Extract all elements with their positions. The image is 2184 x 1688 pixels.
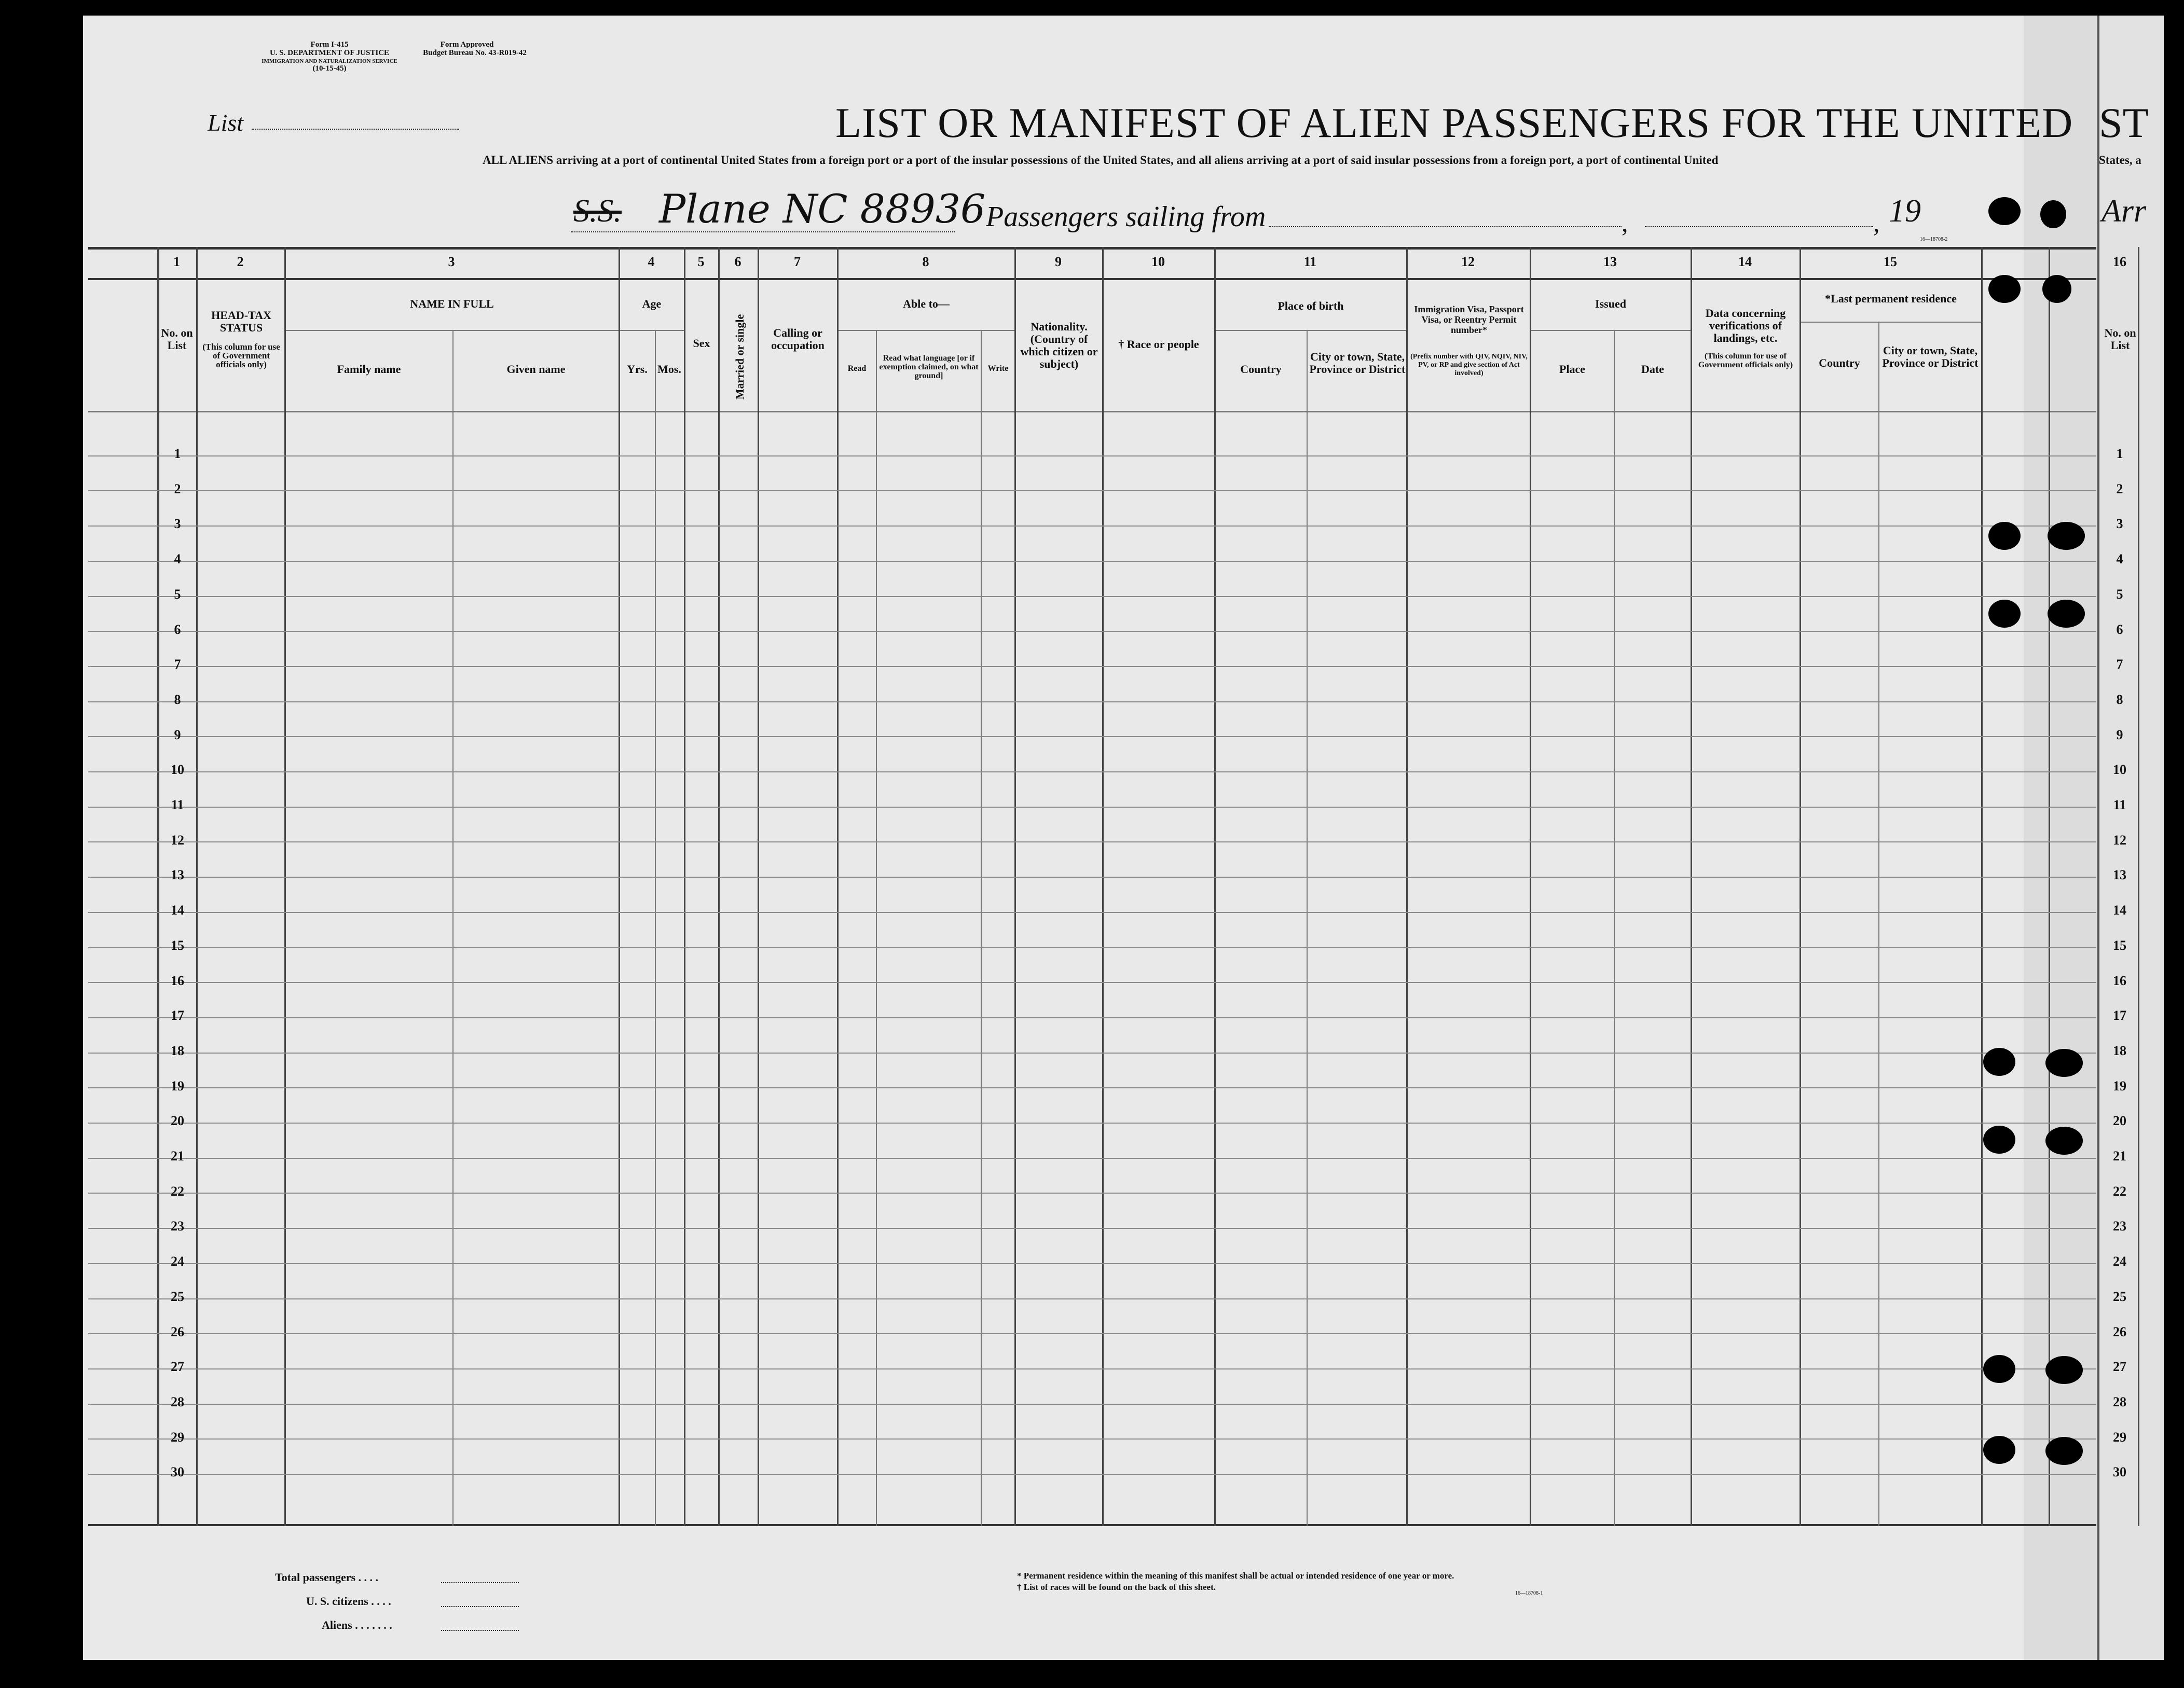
header-no-on-list-right: No. on List bbox=[2104, 326, 2136, 352]
punch-hole bbox=[1988, 522, 2021, 550]
row-number: 21 bbox=[171, 1149, 184, 1164]
punch-hole bbox=[2045, 1437, 2083, 1465]
row-number: 1 bbox=[174, 446, 181, 461]
row-number: 24 bbox=[171, 1254, 184, 1269]
row-number: 28 bbox=[171, 1394, 184, 1409]
header-yrs: Yrs. bbox=[627, 363, 648, 376]
col-line-gutter bbox=[2049, 247, 2050, 1526]
col-num-13: 13 bbox=[1603, 254, 1617, 269]
col-line-4b bbox=[655, 330, 656, 1526]
footnote-code: 16—18708-1 bbox=[1515, 1590, 1543, 1596]
row-line bbox=[88, 1404, 2096, 1405]
row-number: 30 bbox=[171, 1464, 184, 1479]
punch-hole bbox=[1983, 1048, 2015, 1076]
row-number-right: 27 bbox=[2113, 1359, 2126, 1374]
row-line bbox=[88, 1158, 2096, 1159]
row-number: 27 bbox=[171, 1359, 184, 1374]
row-number: 12 bbox=[171, 833, 184, 848]
row-number-right: 15 bbox=[2113, 938, 2126, 953]
form-date-code: (10-15-45) bbox=[312, 64, 347, 73]
col-num-8: 8 bbox=[922, 254, 929, 269]
manifest-title: LIST OR MANIFEST OF ALIEN PASSENGERS FOR THE UNITED bbox=[835, 99, 2073, 146]
col-num-4: 4 bbox=[648, 254, 655, 269]
table-bottom-line bbox=[88, 1524, 2096, 1526]
row-number-right: 8 bbox=[2116, 692, 2123, 707]
row-number-right: 25 bbox=[2113, 1289, 2126, 1304]
col-number-line bbox=[88, 278, 2096, 280]
row-number: 19 bbox=[171, 1078, 184, 1094]
able-subheader-line bbox=[838, 330, 1014, 331]
col-line-11 bbox=[1214, 247, 1216, 1526]
punch-hole bbox=[1988, 197, 2021, 225]
header-sex: Sex bbox=[693, 337, 710, 350]
row-number-right: 26 bbox=[2113, 1324, 2126, 1339]
col-num-9: 9 bbox=[1055, 254, 1062, 269]
department-name: U. S. DEPARTMENT OF JUSTICE bbox=[269, 49, 390, 57]
arriving-partial: Arr bbox=[2101, 193, 2147, 229]
row-number-right: 6 bbox=[2116, 622, 2123, 637]
row-number-right: 28 bbox=[2113, 1394, 2126, 1409]
row-line bbox=[88, 1193, 2096, 1194]
header-no-on-list: No. on List bbox=[161, 326, 193, 352]
header-nationality: Nationality. (Country of which citizen or subject) bbox=[1020, 320, 1098, 370]
us-citizens-line bbox=[441, 1606, 519, 1607]
aliens-line bbox=[441, 1630, 519, 1631]
row-line bbox=[88, 1123, 2096, 1124]
punch-hole bbox=[2048, 522, 2085, 550]
col-line-2 bbox=[196, 247, 198, 1526]
row-line bbox=[88, 771, 2096, 772]
punch-hole bbox=[2042, 275, 2071, 303]
print-code: 16—18708-2 bbox=[1920, 237, 1948, 242]
header-head-tax: HEAD-TAX STATUS bbox=[211, 309, 271, 334]
header-birth-country: Country bbox=[1240, 363, 1282, 376]
col-num-15: 15 bbox=[1884, 254, 1897, 269]
header-residence-country: Country bbox=[1819, 356, 1860, 369]
row-number-right: 23 bbox=[2113, 1219, 2126, 1234]
row-line bbox=[88, 1087, 2096, 1088]
col-line-left bbox=[157, 247, 159, 1526]
row-line bbox=[88, 1368, 2096, 1369]
col-num-10: 10 bbox=[1151, 254, 1165, 269]
us-citizens-label: U. S. citizens . . . . bbox=[306, 1595, 391, 1608]
name-subheader-line bbox=[285, 330, 685, 331]
row-number-right: 4 bbox=[2116, 551, 2123, 566]
row-number-right: 2 bbox=[2116, 481, 2123, 496]
sailing-port-line bbox=[1269, 226, 1622, 227]
punch-hole bbox=[2045, 1127, 2083, 1155]
col-num-12: 12 bbox=[1461, 254, 1475, 269]
col-line-14 bbox=[1691, 247, 1692, 1526]
row-number: 7 bbox=[174, 657, 181, 672]
row-line bbox=[88, 912, 2096, 913]
row-line bbox=[88, 1053, 2096, 1054]
row-number-right: 5 bbox=[2116, 587, 2123, 602]
row-number-right: 22 bbox=[2113, 1184, 2126, 1199]
row-number-right: 14 bbox=[2113, 903, 2126, 918]
row-number-right: 10 bbox=[2113, 762, 2126, 777]
row-number: 20 bbox=[171, 1113, 184, 1128]
row-line bbox=[88, 841, 2096, 842]
row-number: 5 bbox=[174, 587, 181, 602]
row-number: 25 bbox=[171, 1289, 184, 1304]
punch-hole bbox=[1983, 1126, 2015, 1154]
col-line-10 bbox=[1102, 247, 1104, 1526]
row-number-right: 11 bbox=[2113, 797, 2126, 812]
header-last-residence: *Last permanent residence bbox=[1825, 292, 1957, 305]
row-number: 17 bbox=[171, 1008, 184, 1023]
list-number-line bbox=[252, 129, 459, 130]
col-line-15b bbox=[1878, 322, 1879, 1526]
binding-gutter bbox=[2024, 16, 2097, 1660]
row-number-right: 12 bbox=[2113, 833, 2126, 848]
header-read: Read bbox=[847, 364, 867, 373]
col-line-8b bbox=[876, 330, 877, 1526]
row-line bbox=[88, 1017, 2096, 1018]
col-line-4 bbox=[619, 247, 620, 1526]
header-able-to: Able to— bbox=[903, 297, 950, 310]
punch-hole bbox=[1988, 600, 2021, 628]
row-number: 23 bbox=[171, 1219, 184, 1234]
header-race: † Race or people bbox=[1118, 338, 1199, 351]
row-number-right: 16 bbox=[2113, 973, 2126, 988]
header-married-single: Married or single bbox=[733, 314, 746, 400]
form-number: Form I-415 bbox=[310, 40, 349, 49]
header-issued: Issued bbox=[1595, 297, 1626, 310]
row-line bbox=[88, 736, 2096, 737]
row-number-right: 13 bbox=[2113, 867, 2126, 882]
row-number: 15 bbox=[171, 938, 184, 953]
col-line-next bbox=[2138, 247, 2139, 1526]
header-age: Age bbox=[642, 297, 662, 310]
manifest-title-continued: ST bbox=[2099, 99, 2149, 146]
row-number-right: 24 bbox=[2113, 1254, 2126, 1269]
row-number-right: 1 bbox=[2116, 446, 2123, 461]
col-line-8 bbox=[837, 247, 839, 1526]
punch-hole bbox=[2048, 600, 2085, 628]
col-num-1: 1 bbox=[173, 254, 180, 269]
header-birth-city: City or town, State, Province or District bbox=[1309, 350, 1406, 376]
punch-hole bbox=[2045, 1356, 2083, 1384]
row-line bbox=[88, 807, 2096, 808]
total-passengers-line bbox=[441, 1582, 519, 1583]
col-line-13 bbox=[1530, 247, 1531, 1526]
col-num-16: 16 bbox=[2113, 254, 2126, 269]
vessel-name-handwritten: Plane NC 88936 bbox=[659, 186, 986, 232]
row-number-right: 3 bbox=[2116, 516, 2123, 531]
row-line bbox=[88, 455, 2096, 456]
row-line bbox=[88, 1438, 2096, 1440]
row-number: 4 bbox=[174, 551, 181, 566]
header-bottom-line bbox=[88, 411, 2096, 412]
header-write: Write bbox=[987, 364, 1009, 373]
row-number: 8 bbox=[174, 692, 181, 707]
row-number-right: 7 bbox=[2116, 657, 2123, 672]
row-line bbox=[88, 561, 2096, 562]
vessel-prefix: S.S. bbox=[573, 193, 622, 229]
table-top-line bbox=[88, 247, 2096, 250]
col-num-3: 3 bbox=[448, 254, 455, 269]
manifest-subtitle-continued: States, a bbox=[2099, 154, 2141, 167]
residence-subheader-line bbox=[1801, 322, 1982, 323]
header-mos: Mos. bbox=[657, 363, 681, 376]
footnote-residence: * Permanent residence within the meaning of this manifest shall be actual or intended residence of one year or more. bbox=[1017, 1571, 1454, 1581]
row-number-right: 18 bbox=[2113, 1043, 2126, 1058]
header-issued-date: Date bbox=[1641, 363, 1664, 376]
row-number-right: 19 bbox=[2113, 1078, 2126, 1094]
row-number: 6 bbox=[174, 622, 181, 637]
list-label: List bbox=[208, 109, 244, 136]
form-approved: Form Approved bbox=[440, 40, 494, 49]
header-place-of-birth: Place of birth bbox=[1278, 299, 1344, 312]
row-number: 16 bbox=[171, 973, 184, 988]
col-line-5 bbox=[684, 247, 685, 1526]
comma-2: , bbox=[1873, 208, 1880, 237]
col-num-11: 11 bbox=[1303, 254, 1317, 269]
row-number: 10 bbox=[171, 762, 184, 777]
header-landings-note: (This column for use of Government officials only) bbox=[1698, 352, 1793, 369]
col-num-2: 2 bbox=[237, 254, 244, 269]
col-line-7 bbox=[758, 247, 759, 1526]
row-line bbox=[88, 1333, 2096, 1334]
row-line bbox=[88, 947, 2096, 948]
punch-hole bbox=[1983, 1436, 2015, 1464]
row-number: 14 bbox=[171, 903, 184, 918]
row-number-right: 29 bbox=[2113, 1430, 2126, 1445]
budget-number: Budget Bureau No. 43-R019-42 bbox=[423, 49, 527, 57]
row-number: 29 bbox=[171, 1430, 184, 1445]
punch-hole bbox=[1988, 275, 2021, 303]
col-line-3b bbox=[452, 330, 454, 1526]
row-line bbox=[88, 1228, 2096, 1229]
header-read-language: Read what language [or if exemption claimed, on what ground] bbox=[879, 354, 979, 380]
col-num-14: 14 bbox=[1738, 254, 1752, 269]
header-name-in-full: NAME IN FULL bbox=[410, 297, 494, 310]
row-number: 11 bbox=[171, 797, 184, 812]
vessel-name-line bbox=[571, 231, 955, 232]
row-number-right: 9 bbox=[2116, 727, 2123, 742]
row-number: 22 bbox=[171, 1184, 184, 1199]
row-number-right: 21 bbox=[2113, 1149, 2126, 1164]
header-visa: Immigration Visa, Passport Visa, or Reentry Permit number* bbox=[1414, 304, 1524, 335]
punch-hole bbox=[2040, 200, 2066, 228]
row-line bbox=[88, 666, 2096, 667]
year-prefix: 19 bbox=[1889, 193, 1921, 229]
row-number: 2 bbox=[174, 481, 181, 496]
row-line bbox=[88, 982, 2096, 983]
row-number-right: 20 bbox=[2113, 1113, 2126, 1128]
col-line-11b bbox=[1307, 330, 1308, 1526]
col-line-12 bbox=[1406, 247, 1408, 1526]
row-number: 9 bbox=[174, 727, 181, 742]
header-landings: Data concerning verifications of landings, etc. bbox=[1705, 307, 1786, 344]
col-line-6 bbox=[718, 247, 720, 1526]
row-line bbox=[88, 1263, 2096, 1264]
issued-subheader-line bbox=[1531, 330, 1692, 331]
col-num-5: 5 bbox=[697, 254, 705, 269]
header-residence-city: City or town, State, Province or District bbox=[1882, 344, 1979, 369]
row-number: 13 bbox=[171, 867, 184, 882]
col-line-3 bbox=[284, 247, 286, 1526]
row-line bbox=[88, 877, 2096, 878]
header-issued-place: Place bbox=[1559, 363, 1586, 376]
row-line bbox=[88, 525, 2096, 527]
punch-hole bbox=[1983, 1355, 2015, 1383]
col-line-15 bbox=[1800, 247, 1801, 1526]
row-line bbox=[88, 701, 2096, 702]
sailing-from-label: Passengers sailing from bbox=[986, 201, 1266, 233]
sailing-date-line bbox=[1645, 226, 1873, 227]
row-line bbox=[88, 631, 2096, 632]
col-num-6: 6 bbox=[734, 254, 741, 269]
header-given-name: Given name bbox=[506, 363, 566, 376]
footnote-races: † List of races will be found on the back of this sheet. bbox=[1017, 1582, 1216, 1592]
comma: , bbox=[1622, 208, 1628, 237]
header-visa-note: (Prefix number with QIV, NQIV, NIV, PV, or RP and give section of Act involved) bbox=[1410, 353, 1528, 377]
aliens-label: Aliens . . . . . . . bbox=[322, 1618, 392, 1631]
page-fold bbox=[2097, 16, 2099, 1660]
total-passengers-label: Total passengers . . . . bbox=[275, 1571, 379, 1584]
header-calling: Calling or occupation bbox=[771, 326, 825, 352]
col-line-8c bbox=[981, 330, 982, 1526]
punch-hole bbox=[2045, 1049, 2083, 1077]
row-line bbox=[88, 596, 2096, 597]
manifest-subtitle: ALL ALIENS arriving at a port of continental United States from a foreign port or a port of the insular possessions of the United States, and all aliens arriving at a port of said insular possessions from a foreign port, a port of continental United bbox=[483, 154, 1719, 167]
row-number: 18 bbox=[171, 1043, 184, 1058]
row-line bbox=[88, 1298, 2096, 1299]
row-line bbox=[88, 1474, 2096, 1475]
col-line-13b bbox=[1614, 330, 1615, 1526]
row-number: 26 bbox=[171, 1324, 184, 1339]
row-number-right: 30 bbox=[2113, 1464, 2126, 1479]
service-name: IMMIGRATION AND NATURALIZATION SERVICE bbox=[262, 58, 397, 64]
col-num-7: 7 bbox=[794, 254, 801, 269]
header-head-tax-note: (This column for use of Government officials only) bbox=[202, 342, 280, 369]
row-line bbox=[88, 490, 2096, 491]
row-number: 3 bbox=[174, 516, 181, 531]
birth-subheader-line bbox=[1214, 330, 1406, 331]
col-line-9 bbox=[1014, 247, 1016, 1526]
col-line-16 bbox=[1981, 247, 1983, 1526]
header-family-name: Family name bbox=[337, 363, 401, 376]
row-number-right: 17 bbox=[2113, 1008, 2126, 1023]
